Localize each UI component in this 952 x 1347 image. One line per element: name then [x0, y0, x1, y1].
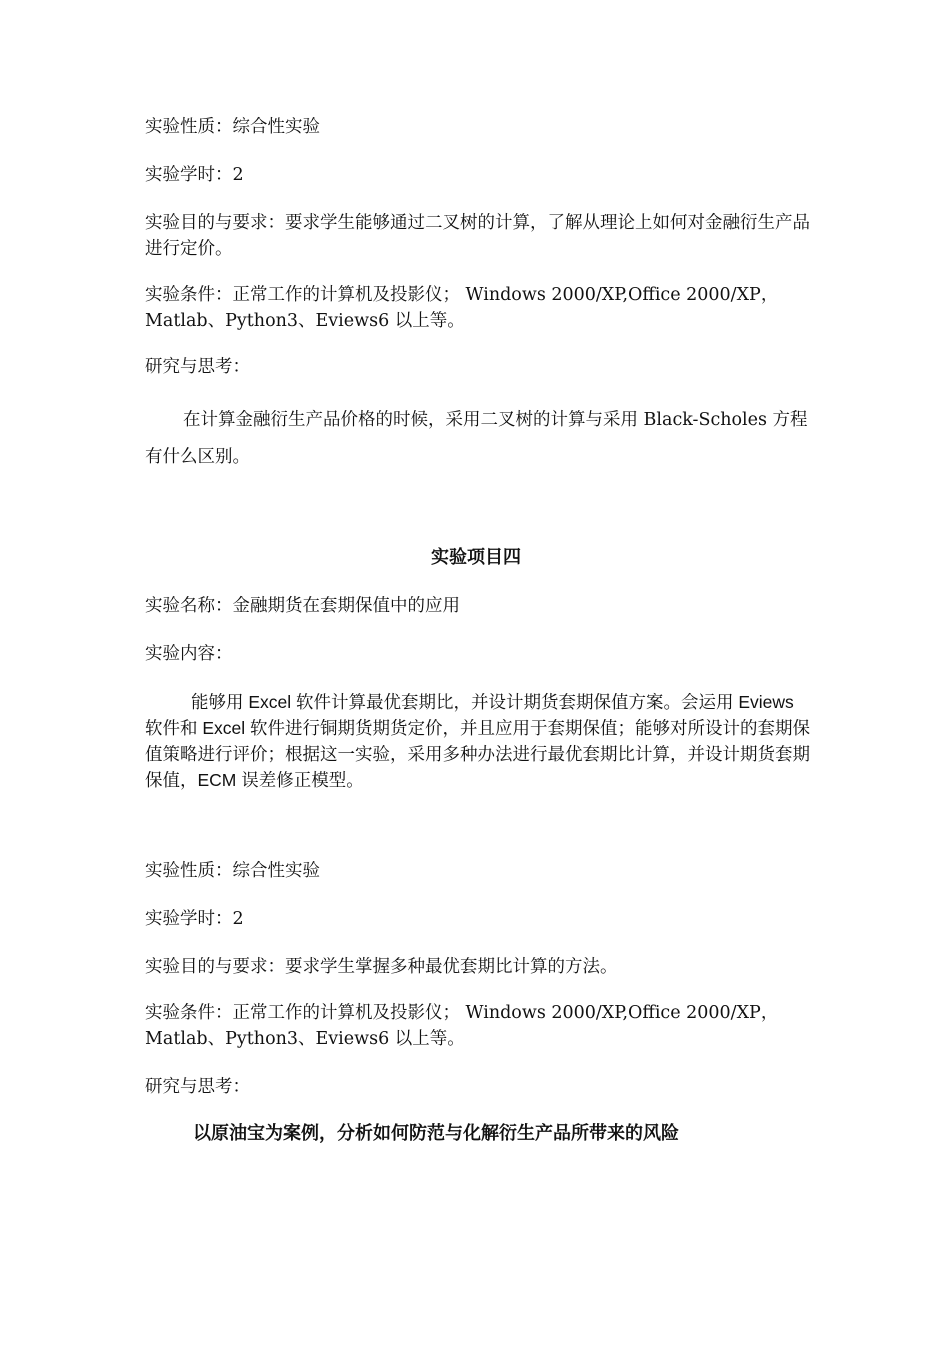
s3-nature: 实验性质：综合性实验	[145, 117, 320, 137]
s4-question: 以原油宝为案例，分析如何防范与化解衍生产品所带来的风险	[193, 1123, 679, 1144]
s3-conditions-line1: 实验条件：正常工作的计算机及投影仪； Windows 2000/XP,Office 2000/XP，	[145, 285, 779, 305]
s3-purpose: 实验目的与要求：要求学生能够通过二叉树的计算，了解从理论上如何对金融衍生产品进行定价。	[145, 213, 810, 259]
s4-research-label: 研究与思考：	[145, 1077, 250, 1097]
s4-purpose: 实验目的与要求：要求学生掌握多种最优套期比计算的方法。	[145, 957, 618, 977]
s4-name: 实验名称：金融期货在套期保值中的应用	[145, 596, 460, 616]
s3-question: 在计算金融衍生产品价格的时候，采用二叉树的计算与采用 Black-Scholes 方程有什么区别。	[145, 410, 808, 467]
s4-title: 实验项目四	[431, 547, 521, 568]
s4-conditions-line2: Matlab、Python3、Eviews6 以上等。	[145, 1029, 465, 1049]
s3-conditions-line2: Matlab、Python3、Eviews6 以上等。	[145, 311, 465, 331]
s4-content-label: 实验内容：	[145, 644, 233, 664]
s3-hours: 实验学时：2	[145, 165, 244, 185]
s3-research-label: 研究与思考：	[145, 357, 250, 377]
s4-conditions-line1: 实验条件：正常工作的计算机及投影仪； Windows 2000/XP,Office 2000/XP，	[145, 1003, 779, 1023]
s4-hours: 实验学时：2	[145, 909, 244, 929]
s4-nature: 实验性质：综合性实验	[145, 861, 320, 881]
s4-content: 能够用 Excel 软件计算最优套期比，并设计期货套期保值方案。会运用 Eviews 软件和 Excel 软件进行铜期货期货定价，并且应用于套期保值；能够对所设计的套期保值策略进行评价；根据这一实验，采用多种办法进行最优套期比计算，并设计期货套期保值，ECM 误差修正模型。	[145, 692, 811, 790]
